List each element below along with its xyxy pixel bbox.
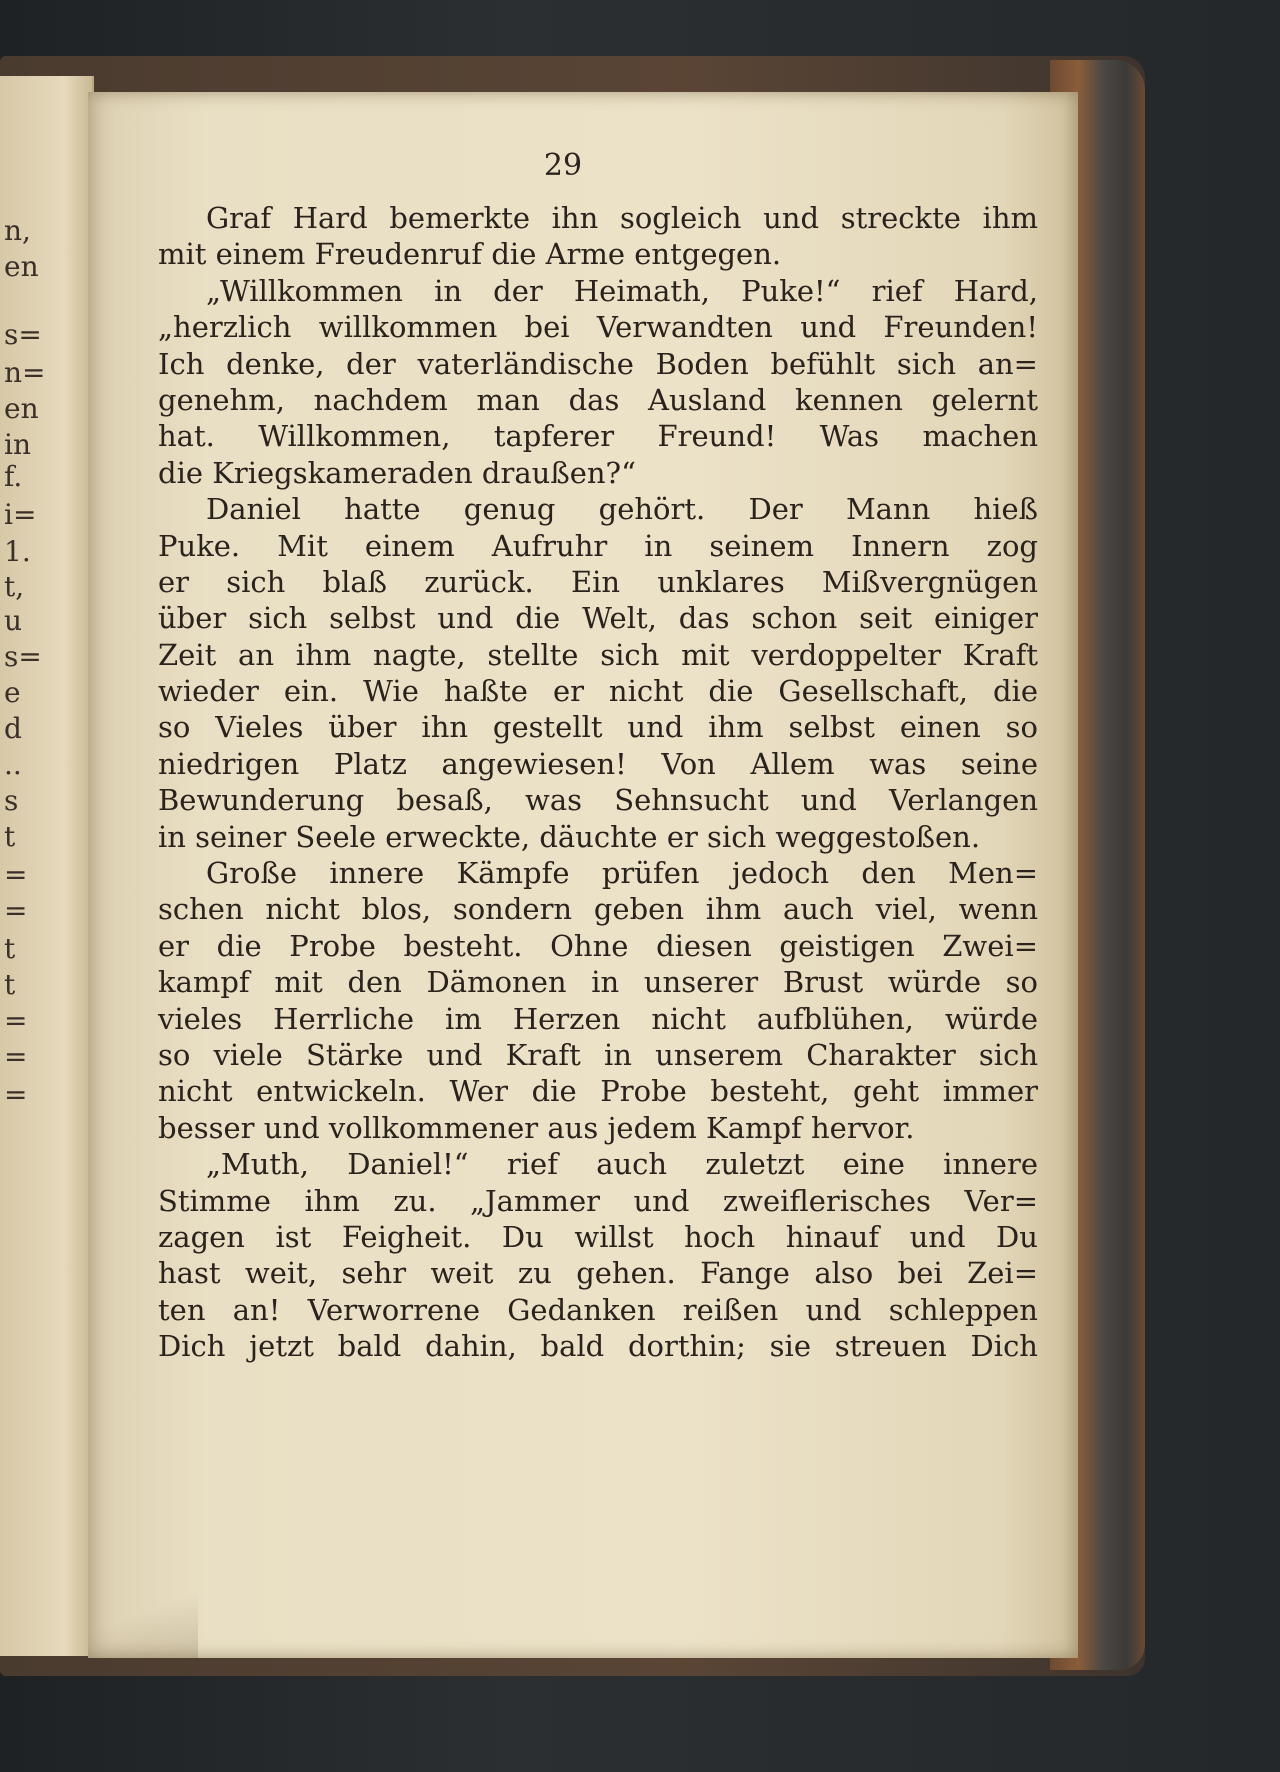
text-line: „Willkommen in der Heimath, Puke!“ rief Hard, bbox=[206, 273, 1038, 308]
text-line: so Vieles über ihn gestellt und ihm selbst einen so bbox=[158, 710, 1038, 745]
text-line: wieder ein. Wie haßte er nicht die Gesellschaft, die bbox=[158, 674, 1038, 709]
previous-page-text-fragment: n= bbox=[4, 356, 46, 389]
previous-page-text-fragment: = bbox=[4, 1078, 28, 1111]
text-line: Zeit an ihm nagte, stellte sich mit verdoppelter Kraft bbox=[158, 637, 1038, 672]
previous-page-text-fragment: e bbox=[4, 676, 21, 709]
text-line: hat. Willkommen, tapferer Freund! Was machen bbox=[158, 419, 1038, 454]
text-line: er sich blaß zurück. Ein unklares Mißvergnügen bbox=[158, 564, 1038, 599]
previous-page-text-fragment: t bbox=[4, 820, 16, 853]
text-line: über sich selbst und die Welt, das schon seit einiger bbox=[158, 601, 1038, 636]
text-line: ten an! Verworrene Gedanken reißen und schleppen bbox=[158, 1292, 1038, 1327]
text-line: Dich jetzt bald dahin, bald dorthin; sie streuen Dich bbox=[158, 1329, 1038, 1364]
previous-page-text-fragment: = bbox=[4, 1004, 28, 1037]
book-page bbox=[88, 92, 1078, 1658]
text-line: Graf Hard bemerkte ihn sogleich und streckte ihm bbox=[206, 201, 1038, 235]
text-line: kampf mit den Dämonen in unserer Brust würde so bbox=[158, 965, 1038, 1000]
previous-page-text-fragment: t, bbox=[4, 570, 25, 603]
text-line: „Muth, Daniel!“ rief auch zuletzt eine innere bbox=[206, 1147, 1038, 1182]
previous-page-text-fragment: = bbox=[4, 1040, 28, 1073]
previous-page-text-fragment: n, bbox=[4, 214, 31, 247]
text-line: in seiner Seele erweckte, däuchte er sich weggestoßen. bbox=[158, 819, 981, 854]
text-line: mit einem Freudenruf die Arme entgegen. bbox=[158, 237, 782, 272]
text-line: schen nicht blos, sondern geben ihm auch viel, wenn bbox=[158, 892, 1038, 927]
previous-page-text-fragment: = bbox=[4, 894, 28, 927]
text-line: zagen ist Feigheit. Du willst hoch hinauf und Du bbox=[158, 1219, 1038, 1254]
previous-page-text-fragment: s= bbox=[4, 318, 42, 351]
text-line: Daniel hatte genug gehört. Der Mann hieß bbox=[206, 492, 1038, 527]
text-line: Bewunderung besaß, was Sehnsucht und Verlangen bbox=[158, 783, 1038, 818]
previous-page-text-fragment: f. bbox=[4, 460, 23, 493]
text-line: so viele Stärke und Kraft in unserem Charakter sich bbox=[158, 1037, 1038, 1072]
previous-page-text-fragment: 1. bbox=[4, 535, 31, 568]
previous-page-text-fragment: u bbox=[4, 604, 23, 637]
text-line: Stimme ihm zu. „Jammer und zweiflerisches Ver= bbox=[158, 1183, 1038, 1218]
previous-page-text-fragment: i= bbox=[4, 498, 37, 531]
page-number: 29 bbox=[543, 148, 583, 183]
text-line: niedrigen Platz angewiesen! Von Allem was seine bbox=[158, 746, 1038, 781]
text-line: „herzlich willkommen bei Verwandten und Freunden! bbox=[158, 310, 1038, 345]
text-line: hast weit, sehr weit zu gehen. Fange also bei Zei= bbox=[158, 1256, 1038, 1291]
text-line: genehm, nachdem man das Ausland kennen gelernt bbox=[158, 382, 1038, 417]
previous-page-text-fragment: en bbox=[4, 392, 39, 425]
previous-page-text-fragment: in bbox=[4, 428, 31, 461]
text-line: besser und vollkommener aus jedem Kampf hervor. bbox=[158, 1110, 915, 1145]
text-line: Puke. Mit einem Aufruhr in seinem Innern zog bbox=[158, 528, 1038, 563]
text-line: er die Probe besteht. Ohne diesen geistigen Zwei= bbox=[158, 928, 1038, 963]
text-line: Ich denke, der vaterländische Boden befühlt sich an= bbox=[158, 346, 1038, 381]
previous-page-text-fragment: t bbox=[4, 932, 16, 965]
previous-page-edge bbox=[0, 76, 94, 1656]
previous-page-text-fragment: s bbox=[4, 784, 19, 817]
text-line: nicht entwickeln. Wer die Probe besteht, geht immer bbox=[158, 1074, 1038, 1109]
previous-page-text-fragment: s= bbox=[4, 640, 42, 673]
previous-page-text-fragment: t bbox=[4, 968, 16, 1001]
text-line: die Kriegskameraden draußen?“ bbox=[158, 455, 636, 490]
previous-page-text-fragment: en bbox=[4, 250, 39, 283]
text-line: Große innere Kämpfe prüfen jedoch den Men= bbox=[206, 856, 1038, 891]
page-corner-fold bbox=[88, 1588, 198, 1658]
page-text bbox=[158, 200, 1038, 1365]
text-line: vieles Herrliche im Herzen nicht aufblühen, würde bbox=[158, 1001, 1038, 1036]
previous-page-text-fragment: .. bbox=[4, 748, 22, 781]
previous-page-text-fragment: d bbox=[4, 712, 22, 745]
previous-page-text-fragment: = bbox=[4, 858, 28, 891]
